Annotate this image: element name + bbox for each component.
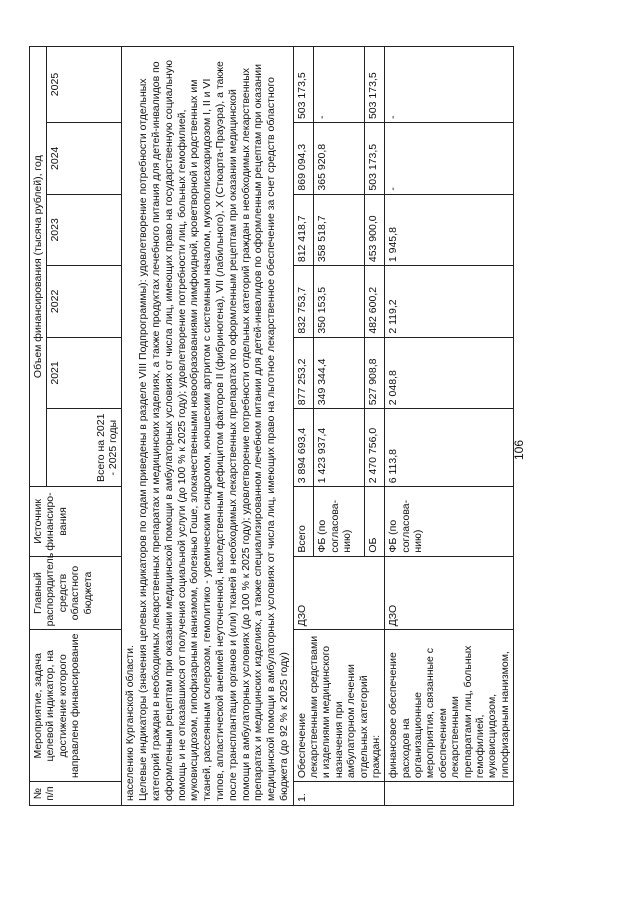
row-source: ФБ (по согласова-нию) xyxy=(314,487,364,556)
row-value-2024: 503 173,5 xyxy=(364,123,385,195)
row-value-2021: 2 048,8 xyxy=(385,337,514,409)
row-value-2025: - xyxy=(314,47,364,123)
header-year-2023: 2023 xyxy=(47,194,122,266)
row-value-2025: 503 173,5 xyxy=(364,47,385,123)
header-total: Всего на 2021 - 2025 годы xyxy=(47,409,122,487)
row-value-2021: 349 344,4 xyxy=(314,337,364,409)
intro-paragraph: населению Курганской области. Целевые индикаторы (значения целевых индикаторов по годам приведены в разделе VIII Подпрограммы): удовлетворение потребности отдельных категорий граждан в необходимых лекарственных препаратах и медицинских изделиях, а также продуктах лечебного питания для детей-инвалидов по оформленным рецептам при оказании медицинской помощи в амбулаторных условиях от числа лиц, имеющих право на государственную социальную помощь и не отказавшихся от получения социальной услуги (до 100 % к 2025 году); удовлетворение потребности лиц, больных гемофилией, муковисцидозом, гипофизарным нанизмом, болезнью Гоше, злокачественными новообразованиями лимфоидной, кроветворной и родственных им тканей, рассеянным склерозом, гемолитико - уремическим синдромом, юношеским артритом с системным началом, мукополисахаридозом I, II и VI типов, апластической анемией неуточненной, наследственным дефицитом факторов II (фибриногена), VII (лабильного), X (Стюарта-Прауэра), а также после трансплантации органов и (или) тканей в необходимых лекарственных препаратах по оформленным рецептам при оказании медицинской помощи в амбулаторных условиях (до 100 % к 2025 году); удовлетворение потребности отдельных категорий граждан в необходимых лекарственных препаратах и медицинских изделиях, а также специализированном лечебном питании для детей-инвалидов по оформленным рецептам при оказании медицинской помощи в амбулаторных условиях от числа лиц, имеющих право на льготное лекарственное обеспечение за счет средств областного бюджета (до 92 % к 2025 году) xyxy=(122,47,293,806)
row-value-2023: 453 900,0 xyxy=(364,194,385,266)
row-value-2021: 877 253,2 xyxy=(293,337,314,409)
row-manager: ДЗО xyxy=(385,556,514,630)
row-measure: Обеспечение лекарственными средствами и изделиями медицинского назначения при амбулаторном лечении отдельных категорий граждан: xyxy=(293,630,385,782)
page-number: 106 xyxy=(512,439,526,460)
row-source: Всего xyxy=(293,487,314,556)
header-row-1 xyxy=(30,47,47,806)
header-volume-group: Объем финансирования (тысяча рублей), год xyxy=(30,47,47,487)
header-num: № п/п xyxy=(30,782,122,806)
table-row xyxy=(293,47,314,806)
row-num xyxy=(385,782,514,806)
row-source: ФБ (по согласова-нию) xyxy=(385,487,514,556)
table-row xyxy=(385,47,514,806)
row-value-2025: 503 173,5 xyxy=(293,47,314,123)
row-value-2022: 2 119,2 xyxy=(385,266,514,338)
row-value-2024: 365 920,8 xyxy=(314,123,364,195)
intro-row xyxy=(122,47,293,806)
row-value-2024: 869 094,3 xyxy=(293,123,314,195)
row-value-2025: - xyxy=(385,47,514,123)
header-source: Источник финансиро-вания xyxy=(30,487,122,556)
row-value-2022: 482 600,2 xyxy=(364,266,385,338)
row-value-2023: 358 518,7 xyxy=(314,194,364,266)
header-year-2024: 2024 xyxy=(47,123,122,195)
header-year-2025: 2025 xyxy=(47,47,122,123)
row-source: ОБ xyxy=(364,487,385,556)
row-measure: финансовое обеспечение расходов на организационные мероприятия, связанные с обеспечением лекарственными препаратами лиц, больных гемофилией, муковисцидозом, гипофизарным нанизмом, xyxy=(385,630,514,782)
header-year-2022: 2022 xyxy=(47,266,122,338)
header-year-2021: 2021 xyxy=(47,337,122,409)
header-manager: Главный распорядитель средств областного бюджета xyxy=(30,556,122,630)
row-total: 1 423 937,4 xyxy=(314,409,364,487)
row-value-2021: 527 908,8 xyxy=(364,337,385,409)
row-value-2023: 1 945,8 xyxy=(385,194,514,266)
row-value-2022: 350 153,5 xyxy=(314,266,364,338)
header-measure: Мероприятие, задача целевой индикатор, на достижение которого направлено финансирование xyxy=(30,630,122,782)
row-total: 3 894 693,4 xyxy=(293,409,314,487)
row-manager: ДЗО xyxy=(293,556,385,630)
row-value-2022: 832 753,7 xyxy=(293,266,314,338)
row-total: 2 470 756,0 xyxy=(364,409,385,487)
financing-table xyxy=(29,46,514,806)
row-value-2023: 812 418,7 xyxy=(293,194,314,266)
row-value-2024: - xyxy=(385,123,514,195)
row-total: 6 113,8 xyxy=(385,409,514,487)
row-num: 1. xyxy=(293,782,385,806)
